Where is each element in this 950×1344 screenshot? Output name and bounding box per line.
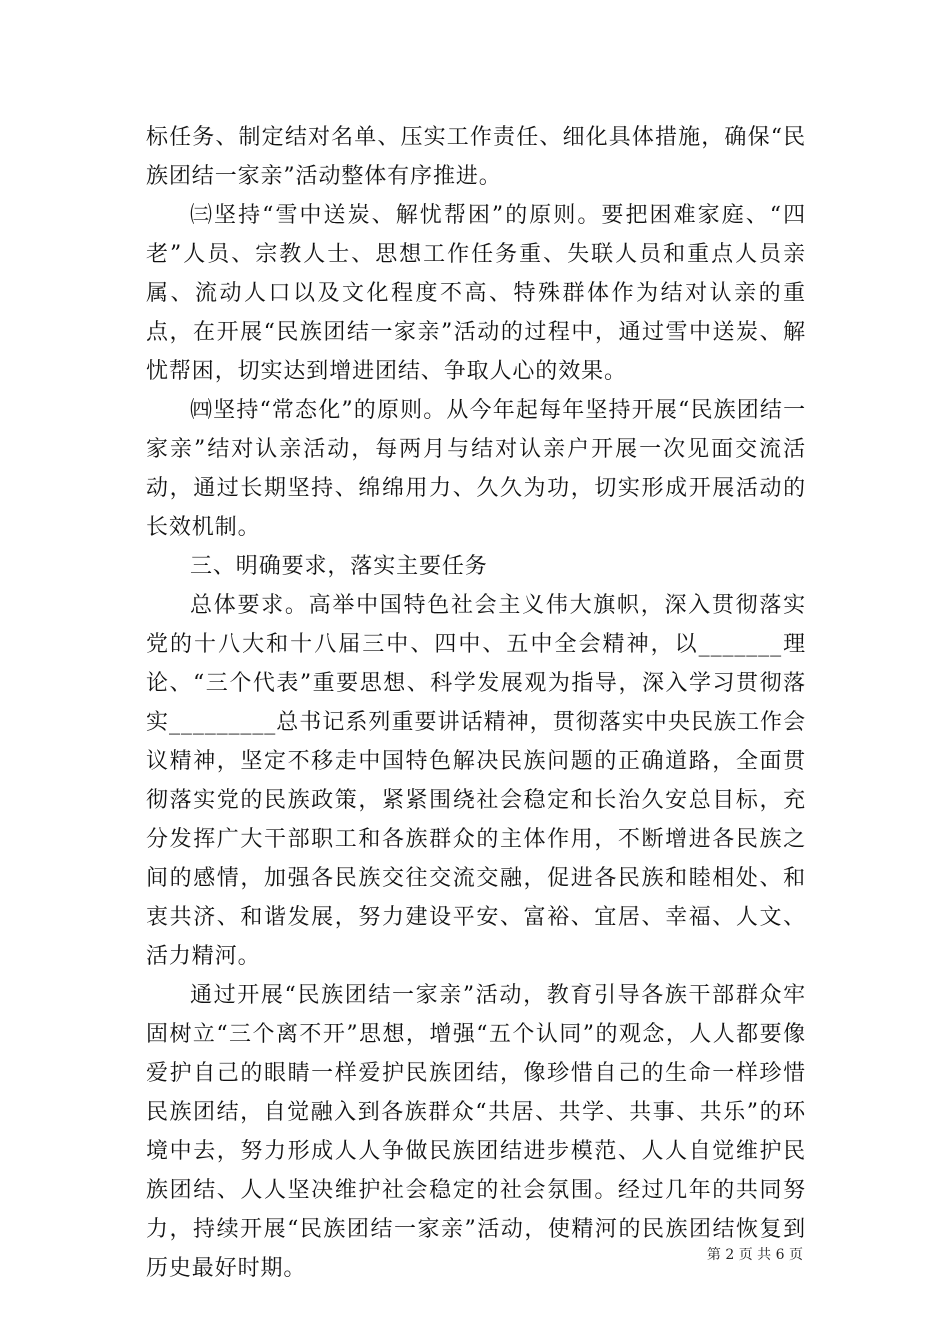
paragraph-principle-three: ㈢坚持“雪中送炭、解忧帮困”的原则。要把困难家庭、“四老”人员、宗教人士、思想工作任务重、失联人员和重点人员亲属、流动人口以及文化程度不高、特殊群体作为结对认亲的重点，在开展“民族团结一家亲”活动的过程中，通过雪中送炭、解忧帮困，切实达到增进团结、争取人心的效果。 (146, 203, 806, 384)
page-number-indicator: 第 2 页 共 6 页 (706, 1247, 803, 1263)
paragraph-task-continuation: 标任务、制定结对名单、压实工作责任、细化具体措施，确保“民族团结一家亲”活动整体有序推进。 (146, 125, 806, 189)
paragraph-activity-goals: 通过开展“民族团结一家亲”活动，教育引导各族干部群众牢固树立“三个离不开”思想，增强“五个认同”的观念，人人都要像爱护自己的眼睛一样爱护民族团结，像珍惜自己的生命一样珍惜民族团结，自觉融入到各族群众“共居、共学、共事、共乐”的环境中去，努力形成人人争做民族团结进步模范、人人自觉维护民族团结、人人坚决维护社会稳定的社会氛围。经过几年的共同努力，持续开展“民族团结一家亲”活动，使精河的民族团结恢复到历史最好时期。 (146, 983, 806, 1281)
paragraph-principle-four: ㈣坚持“常态化”的原则。从今年起每年坚持开展“民族团结一家亲”结对认亲活动，每两月与结对认亲户开展一次见面交流活动，通过长期坚持、绵绵用力、久久为功，切实形成开展活动的长效机制。 (146, 398, 806, 540)
section-heading-three: 三、明确要求，落实主要任务 (190, 554, 488, 579)
document-body (146, 118, 806, 1288)
paragraph-overall-requirements: 总体要求。高举中国特色社会主义伟大旗帜，深入贯彻落实党的十八大和十八届三中、四中、五中全会精神，以_______理论、“三个代表”重要思想、科学发展观为指导，深入学习贯彻落实_________总书记系列重要讲话精神，贯彻落实中央民族工作会议精神，坚定不移走中国特色解决民族问题的正确道路，全面贯彻落实党的民族政策，紧紧围绕社会稳定和长治久安总目标，充分发挥广大干部职工和各族群众的主体作用，不断增进各民族之间的感情，加强各民族交往交流交融，促进各民族和睦相处、和衷共济、和谐发展，努力建设平安、富裕、宜居、幸福、人文、活力精河。 (146, 593, 806, 969)
